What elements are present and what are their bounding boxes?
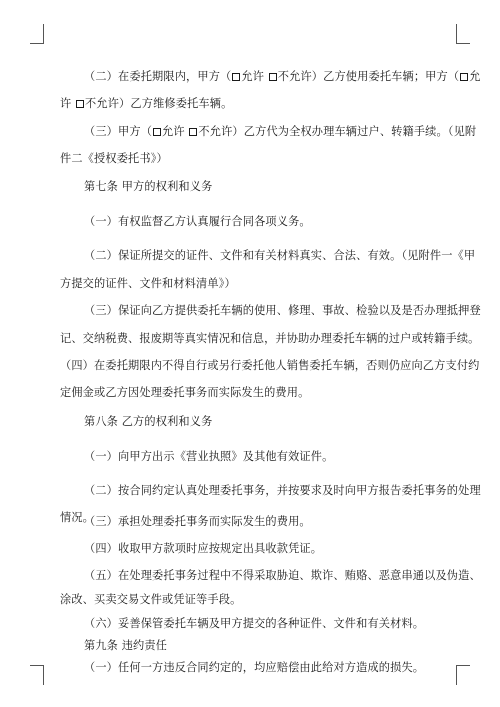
article-8-item-1: （一）向甲方出示《营业执照》及其他有效证件。 bbox=[84, 450, 334, 463]
checkbox-icon[interactable] bbox=[232, 73, 240, 81]
checkbox-icon[interactable] bbox=[189, 128, 197, 136]
article-7-item-3-line-1: （三）保证向乙方提供委托车辆的使用、修理、事故、检验以及是否办理抵押登 bbox=[84, 304, 481, 317]
clause-6-2-line-1: （二）在委托期限内，甲方（ 允许 不允许）乙方使用委托车辆；甲方（ 允 bbox=[84, 70, 481, 83]
clause-6-2-line-2: 许 不允许）乙方维修委托车辆。 bbox=[60, 97, 233, 110]
article-9-title: 第九条 违约责任 bbox=[84, 639, 168, 652]
article-8-item-2-line-2: 情况。 bbox=[60, 511, 95, 524]
article-9-item-1: （一）任何一方违反合同约定的，均应赔偿由此给对方造成的损失。 bbox=[84, 661, 425, 674]
article-7-item-4-line-2: 定佣金或乙方因处理委托事务而实际发生的费用。 bbox=[60, 386, 310, 399]
article-7-item-3-line-2: 记、交纳税费、报废期等真实情况和信息，并协助办理委托车辆的过户或转籍手续。 bbox=[60, 332, 480, 345]
article-8-item-4: （四）收取甲方款项时应按规定出具收款凭证。 bbox=[84, 542, 323, 555]
article-7-title: 第七条 甲方的权利和义务 bbox=[84, 180, 213, 193]
checkbox-icon[interactable] bbox=[269, 73, 277, 81]
crop-mark-top-right bbox=[456, 24, 470, 44]
article-7-item-2-line-2: 方提交的证件、文件和材料清单》） bbox=[60, 277, 236, 290]
clause-6-3-line-1: （三）甲方（ 允许 不允许）乙方代为全权办理车辆过户、转籍手续。（见附 bbox=[84, 125, 477, 138]
checkbox-icon[interactable] bbox=[76, 100, 84, 108]
clause-6-3-line-2: 件二《授权委托书》） bbox=[60, 152, 168, 165]
crop-mark-bottom-left bbox=[30, 665, 44, 685]
article-8-title: 第八条 乙方的权利和义务 bbox=[84, 415, 213, 428]
checkbox-icon[interactable] bbox=[153, 128, 161, 136]
article-7-item-2-line-1: （二）保证所提交的证件、文件和有关材料真实、合法、有效。（见附件一《甲 bbox=[84, 249, 476, 262]
article-7-item-4-line-1: （四）在委托期限内不得自行或另行委托他人销售委托车辆，否则仍应向乙方支付约 bbox=[60, 359, 480, 372]
article-8-item-5-line-2: 涂改、买卖交易文件或凭证等手段。 bbox=[60, 593, 242, 606]
article-8-item-3: （三）承担处理委托事务而实际发生的费用。 bbox=[84, 515, 311, 528]
crop-mark-bottom-right bbox=[456, 665, 470, 685]
article-8-item-5-line-1: （五）在处理委托事务过程中不得采取胁迫、欺诈、贿赂、恶意串通以及伪造、 bbox=[84, 569, 481, 582]
crop-mark-top-left bbox=[30, 24, 44, 44]
article-7-item-1: （一）有权监督乙方认真履行合同各项义务。 bbox=[84, 215, 311, 228]
article-8-item-2-line-1: （二）按合同约定认真处理委托事务，并按要求及时向甲方报告委托事务的处理 bbox=[84, 484, 481, 497]
checkbox-icon[interactable] bbox=[460, 73, 468, 81]
article-8-item-6: （六）妥善保管委托车辆及甲方提交的各种证件、文件和有关材料。 bbox=[84, 617, 425, 630]
